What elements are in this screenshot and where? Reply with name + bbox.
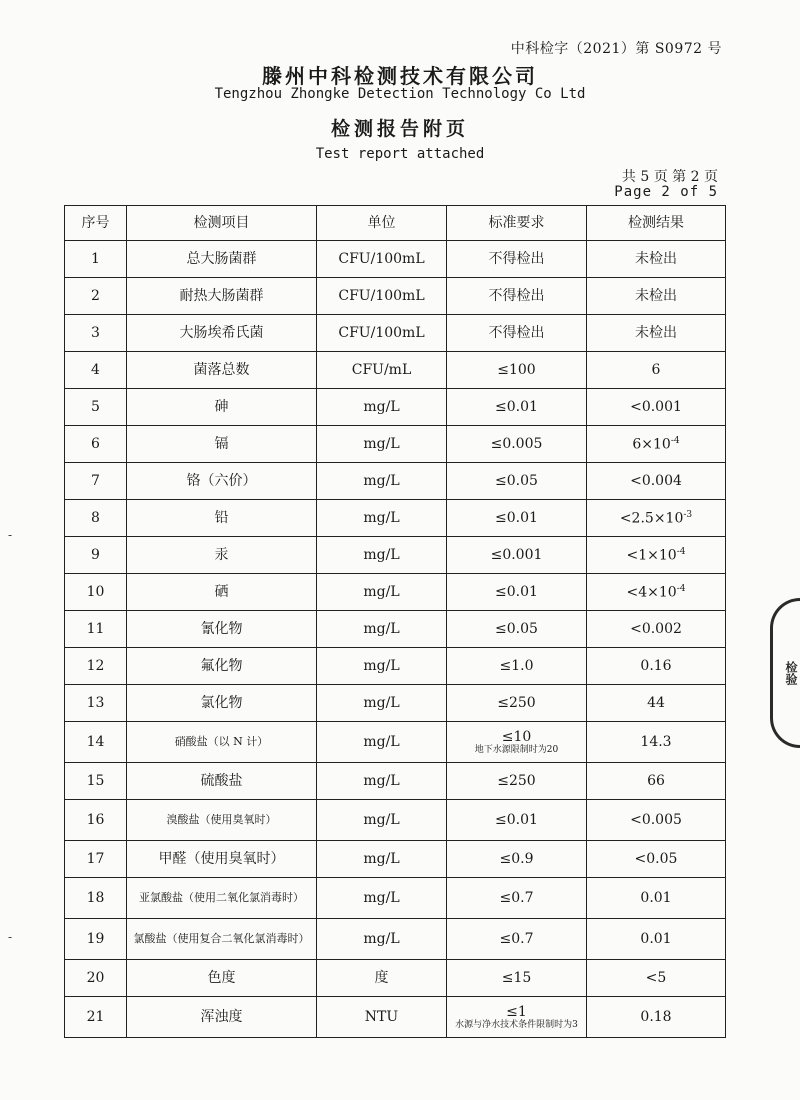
table-row — [65, 878, 726, 919]
cell-item: 耐热大肠菌群 — [127, 278, 317, 315]
cell-result: <0.004 — [587, 463, 726, 500]
cell-no: 7 — [65, 463, 127, 500]
cell-unit: CFU/100mL — [317, 241, 447, 278]
cell-result: 0.01 — [587, 878, 726, 919]
cell-standard: ≤0.01 — [447, 389, 587, 426]
cell-no: 6 — [65, 426, 127, 463]
standard-value: ≤1 — [506, 1003, 527, 1020]
page-indicator-en: Page 2 of 5 — [614, 184, 718, 200]
cell-unit: mg/L — [317, 722, 447, 763]
cell-result: 0.18 — [587, 997, 726, 1038]
cell-unit: mg/L — [317, 463, 447, 500]
cell-standard — [447, 997, 587, 1038]
cell-item: 氯化物 — [127, 685, 317, 722]
cell-result: 未检出 — [587, 315, 726, 352]
cell-item — [127, 919, 317, 960]
cell-no: 16 — [65, 800, 127, 841]
cell-item: 菌落总数 — [127, 352, 317, 389]
cell-standard: ≤0.05 — [447, 463, 587, 500]
col-header-result: 检测结果 — [587, 206, 726, 241]
cell-result: 6 — [587, 352, 726, 389]
cell-item: 色度 — [127, 960, 317, 997]
exponent: -4 — [676, 546, 686, 557]
cell-no: 13 — [65, 685, 127, 722]
cell-standard: ≤0.005 — [447, 426, 587, 463]
cell-no: 11 — [65, 611, 127, 648]
item-label: 溴酸盐（使用臭氧时） — [166, 812, 277, 826]
company-name-cn: 滕州中科检测技术有限公司 — [262, 64, 538, 88]
cell-unit: mg/L — [317, 611, 447, 648]
cell-item: 总大肠菌群 — [127, 241, 317, 278]
cell-standard: ≤250 — [447, 763, 587, 800]
cell-unit: mg/L — [317, 426, 447, 463]
cell-unit: CFU/100mL — [317, 315, 447, 352]
cell-standard: ≤100 — [447, 352, 587, 389]
table-row — [65, 537, 726, 574]
cell-standard: ≤0.9 — [447, 841, 587, 878]
cell-no: 21 — [65, 997, 127, 1038]
exponent: -3 — [683, 509, 693, 520]
company-name-en: Tengzhou Zhongke Detection Technology Co Ltd — [214, 86, 586, 102]
col-header-item: 检测项目 — [127, 206, 317, 241]
cell-standard: 不得检出 — [447, 315, 587, 352]
cell-result: 0.01 — [587, 919, 726, 960]
table-row — [65, 500, 726, 537]
page-indicator-cn: 共 5 页 第 2 页 — [621, 169, 718, 185]
cell-unit: CFU/100mL — [317, 278, 447, 315]
cell-unit: 度 — [317, 960, 447, 997]
table-row — [65, 997, 726, 1038]
cell-result: 44 — [587, 685, 726, 722]
cell-unit: mg/L — [317, 537, 447, 574]
cell-no: 14 — [65, 722, 127, 763]
cell-result: <0.001 — [587, 389, 726, 426]
results-table — [64, 205, 726, 1038]
table-row — [65, 352, 726, 389]
table-row — [65, 763, 726, 800]
table-row — [65, 919, 726, 960]
cell-standard: ≤15 — [447, 960, 587, 997]
cell-standard: ≤0.01 — [447, 500, 587, 537]
cell-standard: ≤250 — [447, 685, 587, 722]
cell-unit: mg/L — [317, 648, 447, 685]
cell-unit: mg/L — [317, 919, 447, 960]
cell-no: 20 — [65, 960, 127, 997]
margin-mark: - — [8, 528, 13, 542]
item-label: 氯酸盐（使用复合二氧化氯消毒时） — [133, 931, 310, 945]
cell-standard: 不得检出 — [447, 278, 587, 315]
cell-unit: mg/L — [317, 841, 447, 878]
cell-item: 镉 — [127, 426, 317, 463]
cell-unit: CFU/mL — [317, 352, 447, 389]
cell-result: 未检出 — [587, 278, 726, 315]
col-header-no: 序号 — [65, 206, 127, 241]
cell-standard: 不得检出 — [447, 241, 587, 278]
cell-item: 氟化物 — [127, 648, 317, 685]
cell-item — [127, 878, 317, 919]
cell-no: 4 — [65, 352, 127, 389]
exponent: -4 — [676, 583, 686, 594]
cell-item: 浑浊度 — [127, 997, 317, 1038]
item-label: 亚氯酸盐（使用二氧化氯消毒时） — [139, 890, 304, 904]
exponent: -4 — [670, 435, 680, 446]
cell-standard: ≤0.01 — [447, 800, 587, 841]
cell-unit: NTU — [317, 997, 447, 1038]
cell-standard: ≤0.001 — [447, 537, 587, 574]
table-body — [65, 241, 726, 1038]
cell-no: 3 — [65, 315, 127, 352]
table-row — [65, 463, 726, 500]
cell-item: 氰化物 — [127, 611, 317, 648]
cell-item: 硫酸盐 — [127, 763, 317, 800]
table-row — [65, 960, 726, 997]
cell-no: 1 — [65, 241, 127, 278]
col-header-standard: 标准要求 — [447, 206, 587, 241]
cell-item: 汞 — [127, 537, 317, 574]
report-number: 中科检字（2021）第 S0972 号 — [510, 41, 722, 57]
cell-result: $<4\times 10^{-4}$ — [587, 574, 726, 611]
cell-item: 大肠埃希氏菌 — [127, 315, 317, 352]
report-title-en: Test report attached — [315, 146, 485, 162]
cell-result: <0.002 — [587, 611, 726, 648]
cell-no: 12 — [65, 648, 127, 685]
standard-note: 地下水源限制时为20 — [474, 744, 559, 755]
table-header-row — [65, 206, 726, 241]
cell-no: 8 — [65, 500, 127, 537]
cell-no: 5 — [65, 389, 127, 426]
cell-result: <5 — [587, 960, 726, 997]
cell-unit: mg/L — [317, 500, 447, 537]
cell-result: $<1\times 10^{-4}$ — [587, 537, 726, 574]
cell-no: 18 — [65, 878, 127, 919]
cell-no: 9 — [65, 537, 127, 574]
cell-item: 甲醛（使用臭氧时） — [127, 841, 317, 878]
cell-result: <0.05 — [587, 841, 726, 878]
table-row — [65, 685, 726, 722]
cell-standard: ≤1.0 — [447, 648, 587, 685]
cell-no: 2 — [65, 278, 127, 315]
cell-result: 14.3 — [587, 722, 726, 763]
cell-result: 0.16 — [587, 648, 726, 685]
cell-standard: ≤0.7 — [447, 878, 587, 919]
table-row — [65, 841, 726, 878]
cell-unit: mg/L — [317, 574, 447, 611]
table-row — [65, 611, 726, 648]
cell-standard: ≤0.7 — [447, 919, 587, 960]
cell-unit: mg/L — [317, 800, 447, 841]
table-row — [65, 315, 726, 352]
cell-result: 未检出 — [587, 241, 726, 278]
table-row — [65, 241, 726, 278]
table-row — [65, 722, 726, 763]
table-row — [65, 426, 726, 463]
report-title-cn: 检测报告附页 — [330, 118, 469, 140]
cell-result: 66 — [587, 763, 726, 800]
standard-note: 水源与净水技术条件限制时为3 — [455, 1019, 578, 1030]
cell-result: $<2.5\times 10^{-3}$ — [587, 500, 726, 537]
cell-item: 铬（六价） — [127, 463, 317, 500]
cell-result: $6\times 10^{-4}$ — [587, 426, 726, 463]
table-row — [65, 574, 726, 611]
cell-no: 17 — [65, 841, 127, 878]
standard-value: ≤10 — [501, 728, 532, 745]
margin-mark: - — [8, 930, 13, 944]
table-row — [65, 800, 726, 841]
seal-stamp: 检验 — [770, 598, 800, 748]
cell-unit: mg/L — [317, 763, 447, 800]
cell-item: 砷 — [127, 389, 317, 426]
table-row — [65, 278, 726, 315]
cell-item: 硒 — [127, 574, 317, 611]
cell-standard — [447, 722, 587, 763]
cell-no: 15 — [65, 763, 127, 800]
cell-item: 铅 — [127, 500, 317, 537]
cell-no: 19 — [65, 919, 127, 960]
cell-result: <0.005 — [587, 800, 726, 841]
cell-unit: mg/L — [317, 389, 447, 426]
col-header-unit: 单位 — [317, 206, 447, 241]
cell-item — [127, 722, 317, 763]
cell-standard: ≤0.01 — [447, 574, 587, 611]
cell-unit: mg/L — [317, 878, 447, 919]
cell-standard: ≤0.05 — [447, 611, 587, 648]
table-row — [65, 389, 726, 426]
table-row — [65, 648, 726, 685]
cell-item — [127, 800, 317, 841]
cell-unit: mg/L — [317, 685, 447, 722]
item-label: 硝酸盐（以 N 计） — [174, 734, 269, 748]
cell-no: 10 — [65, 574, 127, 611]
